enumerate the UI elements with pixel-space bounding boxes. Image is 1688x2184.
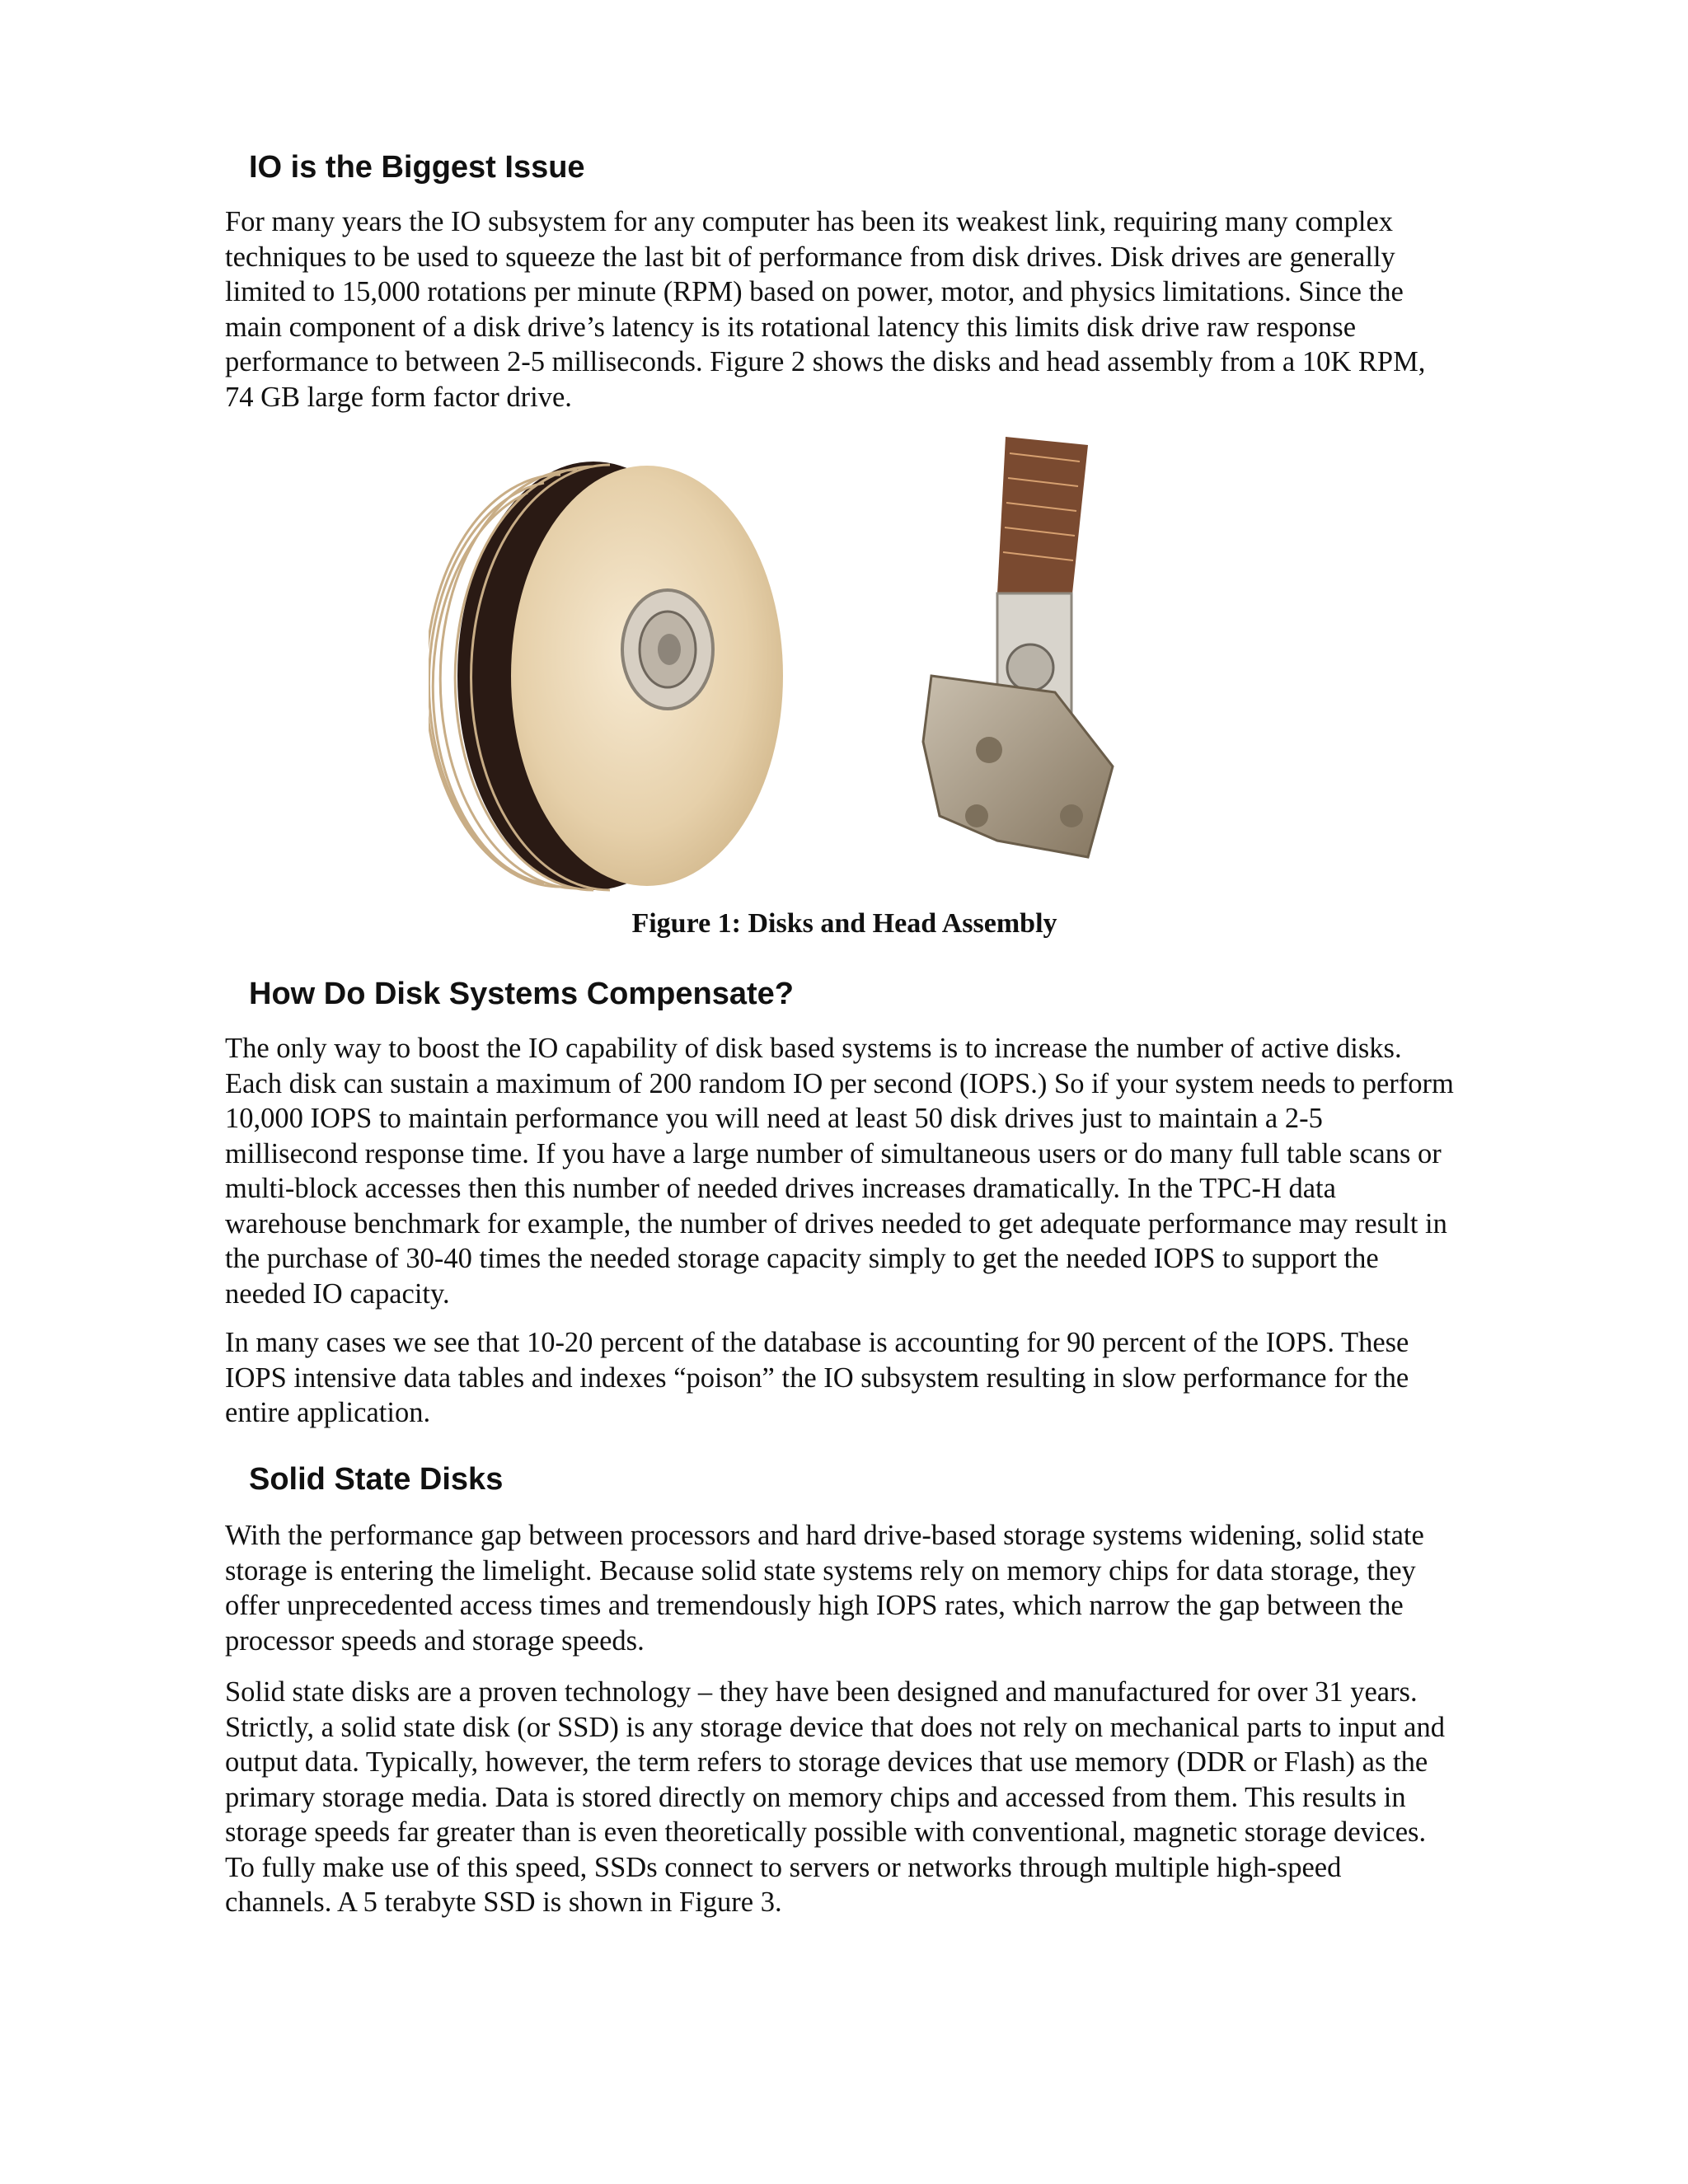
section-heading-ssd: Solid State Disks xyxy=(249,1462,504,1497)
text-line: Each disk can sustain a maximum of 200 random IO per second (IOPS.) So if your system needs to perform xyxy=(225,1067,1454,1099)
text-line: needed IO capacity. xyxy=(225,1277,450,1310)
paragraph xyxy=(225,1325,1560,1431)
text-line: entire application. xyxy=(225,1397,431,1428)
paragraph xyxy=(225,204,1560,415)
section-heading-compensate: How Do Disk Systems Compensate? xyxy=(249,977,794,1011)
text-line: techniques to be used to squeeze the last bit of performance from disk drives. Disk drives are generally xyxy=(225,241,1395,273)
text-line: limited to 15,000 rotations per minute (RPM) based on power, motor, and physics limitations. Since the xyxy=(225,276,1404,307)
text-line: output data. Typically, however, the term refers to storage devices that use memory (DDR or Flash) as the xyxy=(225,1746,1428,1778)
paragraph xyxy=(225,1675,1560,1920)
text-line: offer unprecedented access times and tremendously high IOPS rates, which narrow the gap between the xyxy=(225,1590,1404,1621)
disk-stack-illustration xyxy=(429,462,783,890)
text-line: channels. A 5 terabyte SSD is shown in Figure 3. xyxy=(225,1886,782,1918)
section-heading-io: IO is the Biggest Issue xyxy=(249,150,585,185)
text-line: processor speeds and storage speeds. xyxy=(225,1624,645,1657)
text-line: primary storage media. Data is stored directly on memory chips and accessed from them. This results in xyxy=(225,1781,1406,1813)
text-line: 10,000 IOPS to maintain performance you will need at least 50 disk drives just to maintain a 2-5 xyxy=(225,1103,1323,1134)
text-line: storage speeds far greater than is even theoretically possible with conventional, magnetic storage devices. xyxy=(225,1816,1427,1848)
text-line: Solid state disks are a proven technology – they have been designed and manufactured for over 31 years. xyxy=(225,1676,1418,1708)
paragraph xyxy=(225,1518,1560,1658)
text-line: IOPS intensive data tables and indexes “poison” the IO subsystem resulting in slow performance for the xyxy=(225,1361,1409,1394)
text-line: storage is entering the limelight. Because solid state systems rely on memory chips for data storage, they xyxy=(225,1554,1416,1586)
text-line: In many cases we see that 10-20 percent of the database is accounting for 90 percent of the IOPS. These xyxy=(225,1327,1409,1358)
text-line: To fully make use of this speed, SSDs connect to servers or networks through multiple high-speed xyxy=(225,1851,1342,1883)
text-line: warehouse benchmark for example, the number of drives needed to get adequate performance may result in xyxy=(225,1207,1447,1240)
paragraph xyxy=(225,1031,1560,1311)
text-line: 74 GB large form factor drive. xyxy=(225,381,572,413)
text-line: performance to between 2-5 milliseconds. Figure 2 shows the disks and head assembly from a 10K RPM, xyxy=(225,346,1426,377)
text-line: main component of a disk drive’s latency is its rotational latency this limits disk drive raw response xyxy=(225,311,1357,343)
text-line: multi-block accesses then this number of needed drives increases dramatically. In the TPC-H data xyxy=(225,1173,1336,1204)
text-line: the purchase of 30-40 times the needed storage capacity simply to get the needed IOPS to support the xyxy=(225,1243,1379,1274)
figure-caption: Figure 1: Disks and Head Assembly xyxy=(631,908,1057,939)
head-assembly-illustration xyxy=(923,437,1113,857)
text-line: millisecond response time. If you have a large number of simultaneous users or do many full table scans or xyxy=(225,1137,1442,1169)
text-line: With the performance gap between processors and hard drive-based storage systems widening, solid state xyxy=(225,1520,1424,1551)
text-line: The only way to boost the IO capability of disk based systems is to increase the number of active disks. xyxy=(225,1033,1402,1064)
text-line: Strictly, a solid state disk (or SSD) is any storage device that does not rely on mechanical parts to input and xyxy=(225,1711,1445,1743)
text-line: For many years the IO subsystem for any computer has been its weakest link, requiring many complex xyxy=(225,206,1394,237)
disks-head-assembly-figure xyxy=(429,429,1294,898)
